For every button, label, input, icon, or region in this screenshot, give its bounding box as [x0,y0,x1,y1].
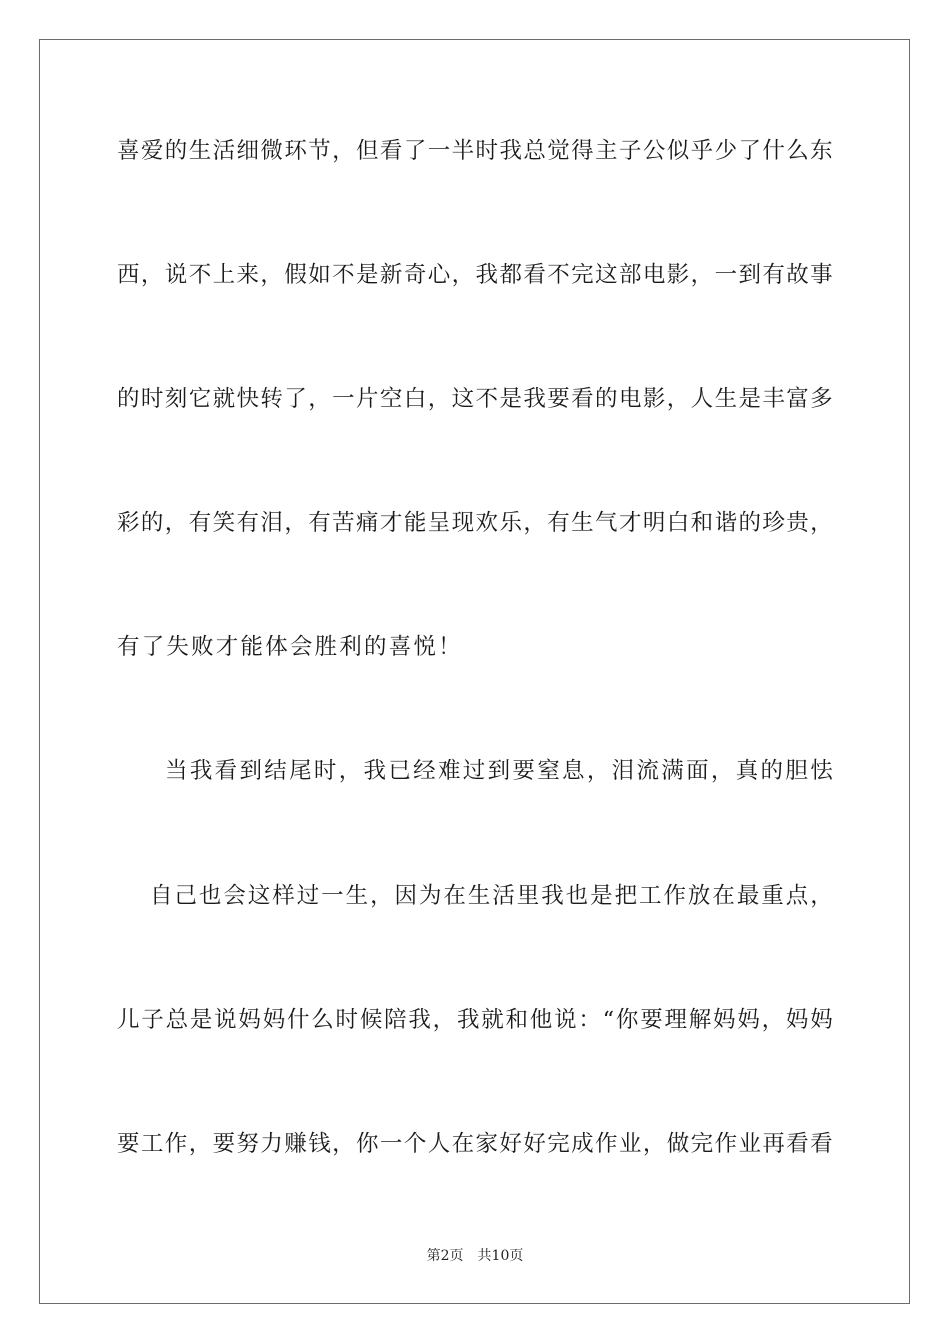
paragraph-first-line: 当我看到结尾时，我已经难过到要窒息，泪流满面，真的胆怯 [165,758,833,784]
body-text-line: 有了失败才能体会胜利的喜悦！ [117,634,463,660]
body-text-line: 要工作，要努力赚钱，你一个人在家好好完成作业，做完作业再看看 [117,1131,833,1157]
body-text-line: 自己也会这样过一生，因为在生活里我也是把工作放在最重点， [150,883,833,909]
page-number-footer: 第2页 共10页 [426,1248,524,1264]
body-text-line: 喜爱的生活细微环节，但看了一半时我总觉得主子公似乎少了什么东 [117,138,833,164]
body-text-line: 的时刻它就快转了，一片空白，这不是我要看的电影，人生是丰富多 [117,386,833,412]
body-text-line: 儿子总是说妈妈什么时候陪我，我就和他说：“你要理解妈妈，妈妈 [117,1007,833,1033]
body-text-line: 西，说不上来，假如不是新奇心，我都看不完这部电影，一到有故事 [117,262,833,288]
page-border [39,39,910,1304]
body-text-line: 彩的，有笑有泪，有苦痛才能呈现欢乐，有生气才明白和谐的珍贵， [117,510,833,536]
